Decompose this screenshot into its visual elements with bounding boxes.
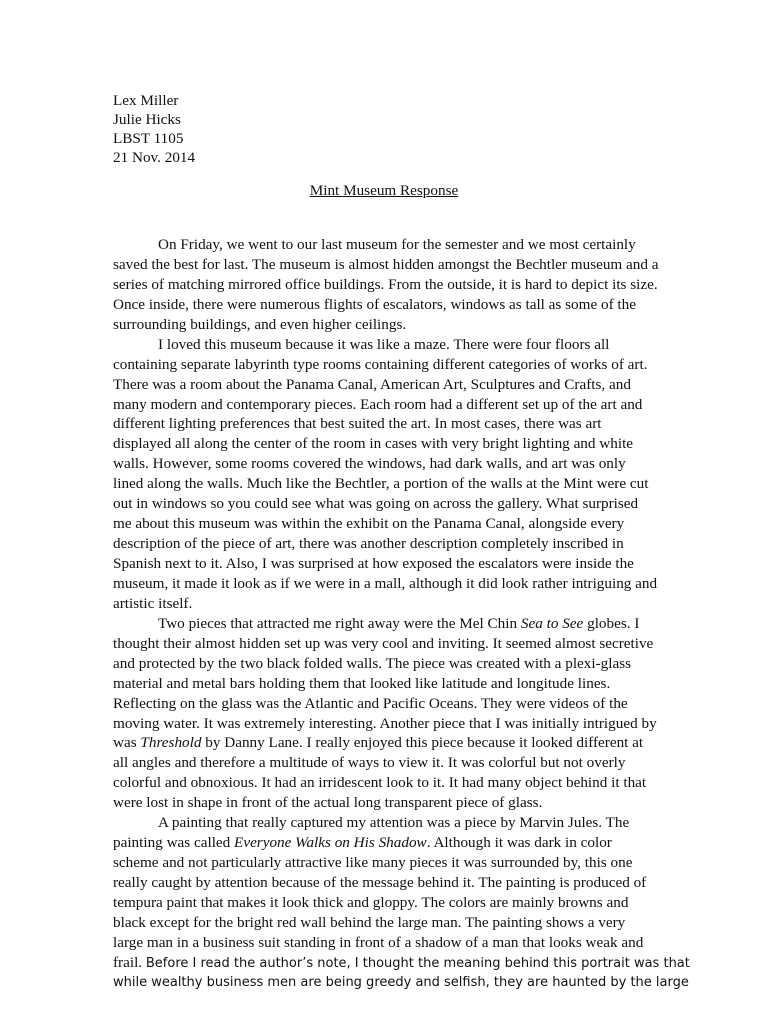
text-line xyxy=(113,514,653,534)
line-text: On Friday, we went to our last museum for the semester and we most certainly xyxy=(158,236,636,253)
text-line xyxy=(113,614,653,634)
text-line xyxy=(113,953,690,973)
text-line xyxy=(113,574,658,594)
text-line xyxy=(113,753,653,773)
line-text: artistic itself. xyxy=(113,594,193,612)
text-line xyxy=(113,375,653,395)
text-line xyxy=(113,674,653,694)
line-text: really caught by attention because of the message behind it. The painting is produced of xyxy=(113,874,647,891)
text-line xyxy=(113,913,653,933)
line-text: museum, it made it look as if we were in a mall, although it did look rather intriguing and xyxy=(113,574,658,592)
text-line xyxy=(113,414,653,434)
line-text: surrounding buildings, and even higher ceilings. xyxy=(113,315,407,333)
line-text: Once inside, there were numerous flights of escalators, windows as tall as some of the xyxy=(113,295,636,313)
line-text: material and metal bars holding them that looked like latitude and longitude lines. xyxy=(113,674,611,692)
document-title xyxy=(0,181,768,200)
text-line xyxy=(113,654,653,674)
artwork-title: Everyone Walks on His Shadow xyxy=(234,834,427,852)
text-line xyxy=(113,933,653,953)
line-text: walls. However, some rooms covered the windows, had dark walls, and art was only xyxy=(113,455,626,473)
text-line xyxy=(113,355,653,375)
line-text: series of matching mirrored office buildings. From the outside, it is hard to depict its size. xyxy=(113,275,658,293)
text-line xyxy=(113,474,653,494)
line-text: out in windows so you could see what was going on across the gallery. What surprised xyxy=(113,495,639,513)
line-text: was xyxy=(113,734,141,752)
line-text: were lost in shape in front of the actual long transparent piece of glass. xyxy=(113,794,543,812)
course-code: LBST 1105 xyxy=(113,130,184,147)
line-text: frail. xyxy=(113,953,146,971)
line-text: many modern and contemporary pieces. Each room had a different set up of the art and xyxy=(113,395,643,413)
line-text: Reflecting on the glass was the Atlantic and Pacific Oceans. They were videos of the xyxy=(113,694,628,712)
line-text: thought their almost hidden set up was very cool and inviting. It seemed almost secretive xyxy=(113,634,654,652)
line-text: colorful and obnoxious. It had an irridescent look to it. It had many object behind it that xyxy=(113,774,647,792)
text-line xyxy=(113,434,653,454)
text-line xyxy=(113,335,653,355)
text-line xyxy=(113,833,653,853)
line-text: description of the piece of art, there was another description completely inscribed in xyxy=(113,535,624,553)
line-text: black except for the bright red wall behind the large man. The painting shows a very xyxy=(113,913,626,931)
line-text-continued: . Although it was dark in color xyxy=(426,834,612,852)
text-line xyxy=(113,315,653,335)
text-line xyxy=(113,694,653,714)
text-line xyxy=(113,793,653,813)
text-line xyxy=(113,454,653,474)
title-text: Mint Museum Response xyxy=(309,182,459,199)
line-text-continued: by Danny Lane. I really enjoyed this piece because it looked different at xyxy=(201,734,644,752)
text-line xyxy=(113,235,653,255)
text-line xyxy=(113,733,653,753)
text-line xyxy=(113,973,689,993)
line-text: different lighting preferences that best suited the art. In most cases, there was art xyxy=(113,415,602,433)
line-text: containing separate labyrinth type rooms containing different categories of works of art. xyxy=(113,355,648,373)
line-text: tempura paint that makes it look thick and gloppy. The colors are mainly browns and xyxy=(113,893,629,911)
line-text: while wealthy business men are being greedy and selfish, they are haunted by the large xyxy=(113,974,689,990)
line-text: scheme and not particularly attractive like many pieces it was surrounded by, this one xyxy=(113,854,633,872)
line-text: moving water. It was extremely interesting. Another piece that I was initially intrigued by xyxy=(113,714,657,732)
text-line xyxy=(113,873,653,893)
text-line xyxy=(113,255,659,275)
essay-body xyxy=(113,235,690,993)
instructor-name: Julie Hicks xyxy=(113,111,181,128)
artwork-title: Sea to See xyxy=(520,614,584,632)
text-line xyxy=(113,295,653,315)
text-line xyxy=(113,275,658,295)
text-line xyxy=(113,714,657,734)
line-text: I loved this museum because it was like a maze. There were four floors all xyxy=(158,335,610,353)
text-line xyxy=(113,813,653,833)
text-line xyxy=(113,893,653,913)
line-text: lined along the walls. Much like the Bechtler, a portion of the walls at the Mint were cut xyxy=(113,475,649,493)
line-text: displayed all along the center of the room in cases with very bright lighting and white xyxy=(113,435,634,453)
line-text: me about this museum was within the exhibit on the Panama Canal, alongside every xyxy=(113,515,625,533)
text-line xyxy=(113,853,653,873)
line-text: There was a room about the Panama Canal, American Art, Sculptures and Crafts, and xyxy=(113,375,631,393)
artwork-title: Threshold xyxy=(140,734,202,752)
text-line xyxy=(113,773,653,793)
line-text: Spanish next to it. Also, I was surprised at how exposed the escalators were inside the xyxy=(113,555,634,572)
header-block xyxy=(113,91,195,167)
line-text: and protected by the two black folded walls. The piece was created with a plexi-glass xyxy=(113,654,632,672)
line-text: painting was called xyxy=(113,834,235,852)
line-text-sans: Before I read the author’s note, I thought the meaning behind this portrait was that xyxy=(145,955,690,971)
line-text: A painting that really captured my attention was a piece by Marvin Jules. The xyxy=(158,814,630,832)
line-text: Two pieces that attracted me right away were the Mel Chin xyxy=(158,614,521,632)
text-line xyxy=(113,395,653,415)
line-text: saved the best for last. The museum is almost hidden amongst the Bechtler museum and a xyxy=(113,255,659,273)
line-text: all angles and therefore a multitude of ways to view it. It was colorful but not overly xyxy=(113,754,626,772)
line-text-continued: globes. I xyxy=(583,614,640,632)
date: 21 Nov. 2014 xyxy=(113,149,196,166)
text-line xyxy=(113,534,653,554)
line-text: large man in a business suit standing in front of a shadow of a man that looks weak and xyxy=(113,933,644,951)
text-line xyxy=(113,554,653,574)
author-name: Lex Miller xyxy=(113,92,179,109)
text-line xyxy=(113,634,653,654)
text-line xyxy=(113,594,653,614)
text-line xyxy=(113,494,653,514)
